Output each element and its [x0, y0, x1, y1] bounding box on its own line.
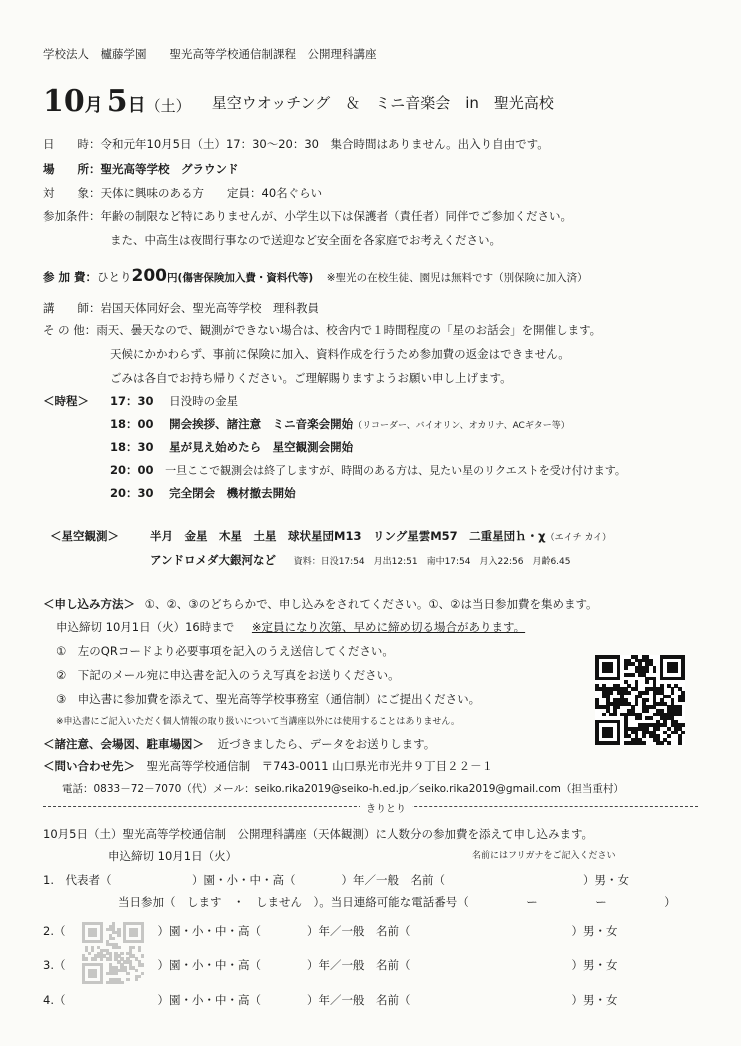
- qr-module: [681, 723, 685, 727]
- qr-module: [613, 713, 617, 717]
- notes-row: [43, 736, 435, 752]
- qr-finder: [667, 662, 678, 673]
- qr-module: [642, 734, 646, 738]
- fee-label: 参 加 費：: [43, 270, 98, 284]
- schedule-text: 一旦ここで観測会は終了しますが、時間のある方は、見たい星のリクエストを受け付けます。: [165, 464, 626, 477]
- qr-module: [126, 972, 129, 975]
- qr-module: [141, 954, 144, 957]
- schedule-time: 20：30: [110, 486, 154, 500]
- lecturer-label: 講 師：: [43, 301, 101, 315]
- schedule-time: 17：30: [110, 394, 154, 408]
- schedule-item: [110, 485, 296, 501]
- fee-prefix: ひとり: [97, 270, 132, 284]
- info-value: 年齢の制限など特にありませんが、小学生以下は保護者（責任者）同伴でご参加ください。: [100, 209, 572, 223]
- qr-module: [135, 969, 138, 972]
- event-name: 星空ウオッチング ＆ ミニ音楽会 in 聖光高校: [211, 94, 554, 112]
- other-label: そ の 他：: [43, 323, 97, 337]
- info-value: 天体に興味のある方 定員：40名ぐらい: [100, 186, 323, 200]
- apply-intro: ①、②、③のどちらかで、申し込みをされてください。①、②は当日参加費を集めます。: [144, 597, 598, 611]
- qr-module: [624, 666, 628, 670]
- form-row-1-attend[interactable]: 当日参加（ します ・ しません ）。当日連絡可能な電話番号（ ー ー ）: [118, 895, 676, 909]
- qr-finder: [88, 928, 97, 937]
- info-target: [43, 185, 322, 201]
- qr-module: [667, 734, 671, 738]
- month-kanji: 月: [84, 95, 103, 116]
- info-value: 聖光高等学校 グラウンド: [100, 162, 239, 176]
- qr-module: [112, 937, 115, 940]
- other-row: [43, 322, 601, 338]
- weekday: （土）: [145, 97, 191, 115]
- qr-module: [645, 680, 649, 684]
- qr-code[interactable]: [595, 655, 685, 745]
- qr-module: [660, 741, 664, 745]
- schedule-item: [110, 462, 626, 478]
- schedule-text: 日没時の金星: [169, 394, 239, 408]
- qr-module: [138, 975, 141, 978]
- qr-module: [602, 713, 606, 717]
- info-value: また、中高生は夜間行事なので送迎など安全面を各家庭でお考えください。: [110, 233, 501, 247]
- form-row-4[interactable]: 4.（ ）園・小・中・高（ ）年／一般 名前（ ）男・女: [43, 993, 618, 1007]
- info-label: 参加条件：: [43, 209, 101, 223]
- other-line-2: 天候にかかわらず、事前に保険に加入、資料作成を行うため参加費の返金はできません。: [110, 347, 570, 361]
- info-place: [43, 161, 239, 177]
- other-line: 雨天、曇天なので、観測ができない場合は、校舎内で１時間程度の「星のお話会」を開催します。: [96, 323, 602, 337]
- apply-method-3: ③ 申込書に参加費を添えて、聖光高等学校事務室（通信制）にご提出ください。: [56, 692, 481, 706]
- qr-module: [645, 669, 649, 673]
- form-row-1[interactable]: 1. 代表者（ ）園・小・中・高（ ）年／一般 名前（ ）男・女: [43, 873, 629, 887]
- qr-module: [671, 691, 675, 695]
- qr-module: [138, 949, 141, 952]
- observation-data: 資料：日没17:54 月出12:51 南中17:54 月入22:56 月齢6.45: [293, 557, 571, 567]
- schedule-text: 星が見え始めたら 星空観測会開始: [169, 440, 354, 454]
- qr-module: [678, 713, 682, 717]
- schedule-item: [110, 393, 238, 409]
- bleed-through-qr: [82, 922, 144, 984]
- qr-module: [645, 691, 649, 695]
- apply-privacy: ※申込書にご記入いただく個人情報の取り扱いについて当講座以外には使用することはありません。: [56, 717, 460, 727]
- form-row-3[interactable]: 3.（ ）園・小・中・高（ ）年／一般 名前（ ）男・女: [43, 958, 618, 972]
- qr-module: [627, 691, 631, 695]
- header-title: [43, 84, 554, 119]
- contact-row: [43, 758, 493, 774]
- qr-module: [117, 934, 120, 937]
- month-number: 10: [43, 84, 85, 119]
- info-label: 日 時：: [43, 137, 101, 151]
- qr-module: [109, 957, 112, 960]
- qr-module: [649, 716, 653, 720]
- observation-targets: 半月 金星 木星 土星 球状星団M13 リング星雲M57 二重星団ｈ・χ: [150, 529, 546, 543]
- qr-module: [645, 709, 649, 713]
- info-label: 場 所：: [43, 162, 101, 176]
- form-title: 10月5日（土）聖光高等学校通信制 公開理科講座（天体観測）に人数分の参加費を添えて申し込みます。: [43, 827, 594, 841]
- schedule-item: [110, 439, 353, 455]
- observation-line1: [150, 528, 611, 544]
- apply-method-2: ② 下記のメール宛に申込書を記入のうえ写真をお送りください。: [56, 668, 400, 682]
- qr-module: [667, 741, 671, 745]
- qr-module: [642, 741, 646, 745]
- qr-module: [91, 949, 94, 952]
- form-furigana-note: 名前にはフリガナをご記入ください: [472, 851, 616, 861]
- observation-label: ＜星空観測＞: [50, 529, 119, 543]
- qr-module: [135, 978, 138, 981]
- schedule-label: ＜時程＞: [43, 394, 89, 408]
- qr-module: [645, 698, 649, 702]
- qr-module: [638, 716, 642, 720]
- qr-module: [678, 741, 682, 745]
- qr-module: [120, 981, 123, 984]
- contact-phone: 電話：0833－72－7070（代）メール：seiko.rika2019@seiko-h.ed.jp／seiko.rika2019@gmail.com（担当重村）: [62, 783, 624, 795]
- lecturer-value: 岩国天体同好会、聖光高等学校 理科教員: [100, 301, 319, 315]
- fee-amount: 200: [131, 266, 168, 286]
- qr-module: [609, 691, 613, 695]
- lecturer-row: [43, 300, 319, 316]
- qr-finder: [129, 928, 138, 937]
- qr-finder: [602, 727, 613, 738]
- apply-deadline: 申込締切 10月1日（火）16時まで: [56, 620, 235, 634]
- apply-deadline-row: [56, 619, 525, 635]
- qr-module: [120, 952, 123, 955]
- info-label: 対 象：: [43, 186, 101, 200]
- apply-row: [43, 596, 598, 612]
- contact-label: ＜問い合わせ先＞: [43, 759, 135, 773]
- form-row-2[interactable]: 2.（ ）園・小・中・高（ ）年／一般 名前（ ）男・女: [43, 924, 618, 938]
- header-org: 学校法人 櫨藤学園 聖光高等学校通信制課程 公開理科講座: [43, 47, 377, 61]
- form-deadline: 申込締切 10月1日（火）: [108, 849, 238, 863]
- qr-module: [681, 731, 685, 735]
- schedule-sub: （リコーダー、バイオリン、オカリナ、ACギター等）: [353, 421, 570, 431]
- notes-value: 近づきましたら、データをお送りします。: [217, 737, 436, 751]
- day-kanji: 日: [127, 95, 146, 116]
- qr-module: [141, 963, 144, 966]
- observation-sub: （エイチ カイ）: [545, 533, 612, 543]
- qr-module: [617, 705, 621, 709]
- info-datetime: [43, 136, 549, 152]
- day-number: 5: [106, 84, 128, 119]
- other-line-3: ごみは各自でお持ち帰りください。ご理解賜りますようお願い申し上げます。: [110, 371, 512, 385]
- qr-finder: [602, 662, 613, 673]
- qr-module: [88, 952, 91, 955]
- qr-module: [114, 972, 117, 975]
- qr-module: [132, 946, 135, 949]
- qr-module: [656, 727, 660, 731]
- qr-module: [653, 669, 657, 673]
- info-conditions: [43, 208, 572, 224]
- schedule-time: 20：00: [110, 463, 154, 477]
- cut-label: きりとり: [360, 800, 412, 815]
- qr-module: [117, 946, 120, 949]
- info-value: 令和元年10月5日（土）17：30〜20：30 集合時間はありません。出入り自由です。: [100, 137, 549, 151]
- fee-row: [43, 266, 588, 286]
- qr-module: [94, 957, 97, 960]
- qr-module: [681, 698, 685, 702]
- qr-finder: [88, 969, 97, 978]
- apply-deadline-note: ※定員になり次第、早めに締め切る場合があります。: [251, 620, 526, 634]
- schedule-text: 完全閉会 機材撤去開始: [169, 486, 296, 500]
- qr-module: [141, 972, 144, 975]
- qr-module: [126, 978, 129, 981]
- qr-module: [85, 957, 88, 960]
- contact-value: 聖光高等学校通信制 〒743-0011 山口県光市光井９丁目２２－１: [146, 759, 494, 773]
- fee-unit: 円(傷害保険加入費・資料代等): [167, 272, 314, 284]
- qr-module: [631, 673, 635, 677]
- schedule-item: [110, 416, 570, 432]
- apply-label: ＜申し込み方法＞: [43, 597, 135, 611]
- schedule-time: 18：30: [110, 440, 154, 454]
- observation-andromeda: アンドロメダ大銀河など: [150, 553, 277, 567]
- schedule-text: 開会挨拶、諸注意 ミニ音楽会開始: [169, 417, 354, 431]
- notes-label: ＜諸注意、会場図、駐車場図＞: [43, 737, 204, 751]
- qr-module: [635, 702, 639, 706]
- fee-note: ※聖光の在校生徒、園児は無料です（別保険に加入済）: [326, 272, 588, 284]
- apply-method-1: ① 左のQRコードより必要事項を記入のうえ送信してください。: [56, 644, 394, 658]
- observation-line2: [150, 552, 571, 568]
- info-conditions-2: [110, 232, 501, 248]
- qr-module: [100, 957, 103, 960]
- schedule-time: 18：00: [110, 417, 154, 431]
